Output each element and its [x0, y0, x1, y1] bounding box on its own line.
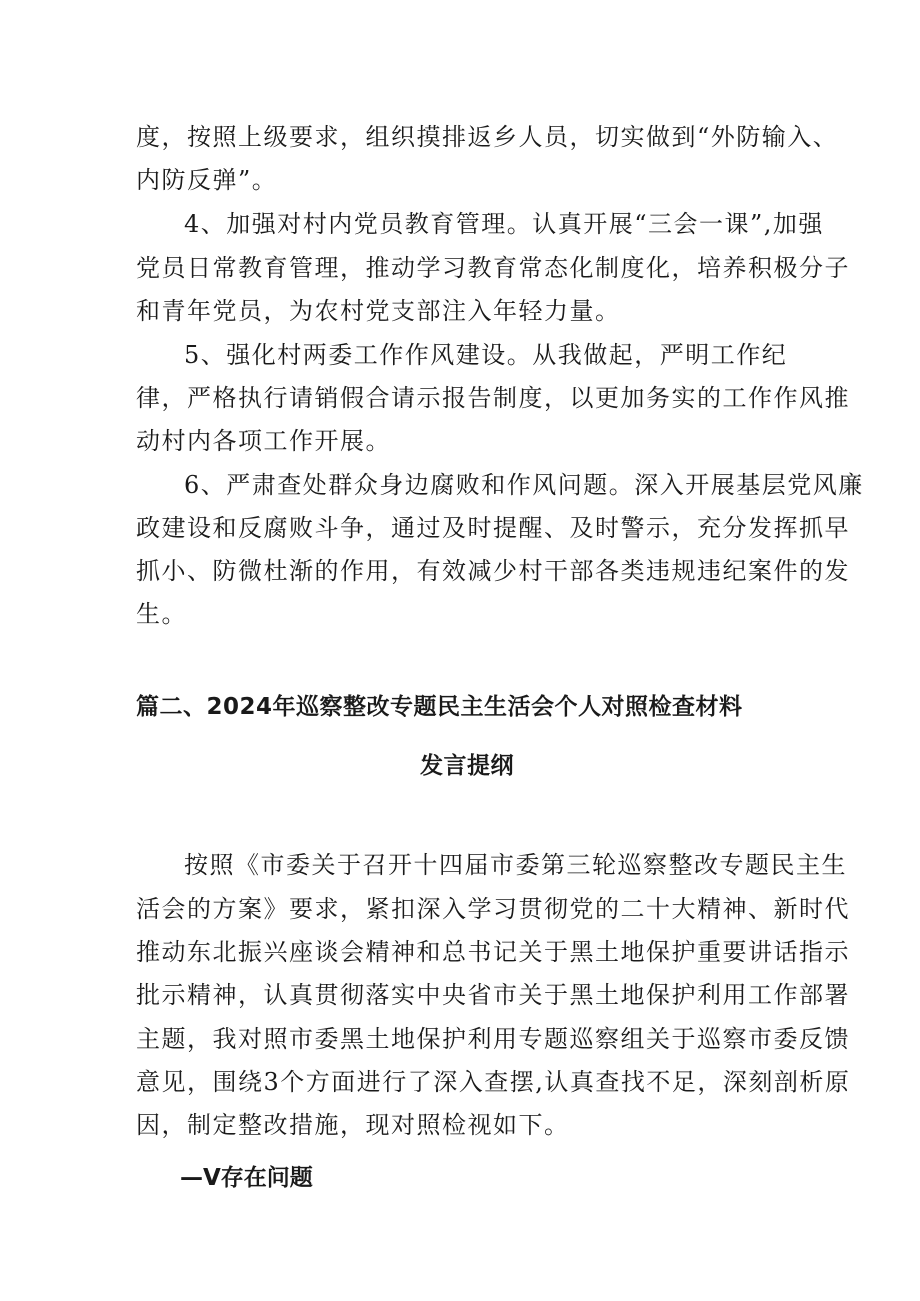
- paragraph-line: 内防反弹”。: [136, 166, 278, 194]
- paragraph-line: 5、强化村两委工作作风建设。从我做起，严明工作纪: [184, 341, 788, 369]
- paragraph-line: 动村内各项工作开展。: [136, 427, 391, 455]
- paragraph-line: 律，严格执行请销假合请示报告制度，以更加务实的工作作风推: [136, 384, 850, 412]
- section-heading: —V存在问题: [180, 1165, 313, 1191]
- paragraph-line: 主题，我对照市委黑土地保护利用专题巡察组关于巡察市委反馈: [136, 1025, 850, 1053]
- paragraph-line: 党员日常教育管理，推动学习教育常态化制度化，培养积极分子: [136, 254, 850, 282]
- paragraph-line: 批示精神，认真贯彻落实中央省市关于黑土地保护利用工作部署: [136, 981, 850, 1009]
- paragraph-line: 生。: [136, 600, 187, 628]
- paragraph-line: 和青年党员，为农村党支部注入年轻力量。: [136, 297, 621, 325]
- paragraph-line: 意见，围绕3个方面进行了深入查摆,认真查找不足，深刻剖析原: [136, 1068, 851, 1096]
- paragraph-line: 活会的方案》要求，紧扣深入学习贯彻党的二十大精神、新时代: [136, 895, 850, 923]
- paragraph-line: 抓小、防微杜渐的作用，有效减少村干部各类违规违纪案件的发: [136, 557, 850, 585]
- paragraph-line: 推动东北振兴座谈会精神和总书记关于黑土地保护重要讲话指示: [136, 938, 850, 966]
- paragraph-line: 按照《市委关于召开十四届市委第三轮巡察整改专题民主生: [184, 851, 847, 879]
- document-subtitle: 发言提纲: [420, 753, 514, 779]
- paragraph-line: 度，按照上级要求，组织摸排返乡人员，切实做到“外防输入、: [136, 123, 839, 151]
- paragraph-line: 6、严肃查处群众身边腐败和作风问题。深入开展基层党风廉: [184, 471, 864, 499]
- paragraph-line: 政建设和反腐败斗争，通过及时提醒、及时警示，充分发挥抓早: [136, 514, 850, 542]
- document-title: 篇二、2024年巡察整改专题民主生活会个人对照检查材料: [136, 694, 743, 720]
- paragraph-line: 4、加强对村内党员教育管理。认真开展“三会一课”,加强: [184, 210, 824, 238]
- paragraph-line: 因，制定整改措施，现对照检视如下。: [136, 1111, 570, 1139]
